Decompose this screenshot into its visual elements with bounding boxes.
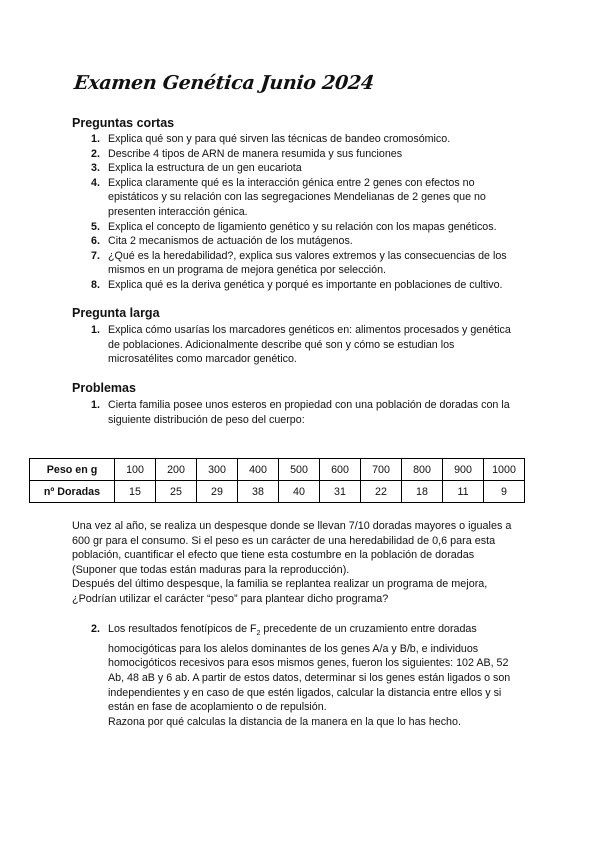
weight-cell: 900 [443, 459, 484, 481]
weight-cell: 500 [279, 459, 320, 481]
short-question-item [91, 220, 538, 235]
short-question-item [91, 278, 538, 293]
count-cell: 31 [320, 481, 361, 503]
long-question-item-text: de poblaciones. Adicionalmente describe qué son y cómo se estudian los [108, 338, 455, 351]
problem-2-line-5: independientes y en caso de que estén ligados, calcular la distancia entre ellos y si [108, 686, 502, 699]
short-question-item-text: Explica qué son y para qué sirven las técnicas de bandeo cromosómico. [108, 133, 451, 145]
short-question-item [91, 234, 538, 249]
problem-1-statement-line: población, cuantificar el efecto que tiene esta costumbre en la población de doradas [72, 549, 475, 562]
problem-2 [91, 622, 538, 729]
short-question-item [91, 176, 538, 220]
long-question-heading: Pregunta larga [72, 306, 160, 320]
count-cell: 11 [443, 481, 484, 503]
problem-1-statement-line: (Suponer que todas están maduras para la reproducción). [72, 563, 350, 576]
problem-1-number: 1. [91, 399, 100, 411]
short-question-item [91, 161, 538, 176]
problem-1-statement-line: Una vez al año, se realiza un despesque donde se llevan 7/10 doradas mayores o iguales a [72, 520, 512, 532]
short-question-item-text: epistáticos y su relación con las segregaciones Mendelianas de 2 genes que no [108, 191, 486, 204]
problem-1-line-1: Cierta familia posee unos esteros en propiedad con una población de doradas con la [108, 399, 510, 411]
count-cell: 25 [156, 481, 197, 503]
problem-1-statement-line: 600 gr para el consumo. Si el peso es un carácter de una heredabilidad de 0,6 para esta [72, 534, 496, 547]
problem-2-list [91, 622, 538, 729]
problem-2-subscript: 2 [256, 630, 261, 638]
short-question-item [91, 147, 538, 162]
long-question-item-number: 1. [91, 324, 100, 336]
short-question-item-text: Explica qué es la deriva genética y porqué es importante en poblaciones de cultivo. [108, 278, 503, 291]
problem-1-statement-line: ¿Podrían utilizar el carácter “peso” para plantear dicho programa? [72, 592, 389, 605]
short-question-item-number: 4. [91, 176, 100, 189]
problem-1-line-2: siguiente distribución de peso del cuerpo: [108, 413, 305, 426]
short-question-item-text: Describe 4 tipos de ARN de manera resumida y sus funciones [108, 147, 403, 160]
problem-2-line-4: Ab, 48 aB y 6 ab. A partir de estos datos, determinar si los genes están ligados o son [108, 671, 511, 684]
short-questions-list [91, 132, 538, 293]
short-question-item [91, 132, 538, 147]
count-cell: 40 [279, 481, 320, 503]
count-cell: 38 [238, 481, 279, 503]
problem-1-statement-line: Después del último despesque, la familia se replantea realizar un programa de mejora, [72, 578, 488, 591]
problem-1 [91, 398, 538, 427]
weight-distribution-table [29, 458, 525, 503]
problem-1-list [91, 398, 538, 427]
short-question-item-text: ¿Qué es la heredabilidad?, explica sus valores extremos y las consecuencias de los [108, 249, 507, 262]
problem-1-statement [72, 519, 530, 607]
weight-cell: 100 [115, 459, 156, 481]
long-question-item-text: microsatélites como marcador genético. [108, 353, 297, 366]
short-question-item-text: Explica la estructura de un gen eucariota [108, 162, 302, 175]
problems-heading: Problemas [72, 381, 136, 395]
long-question-list [91, 323, 538, 367]
problem-2-line-2: homocigóticas para los alelos dominantes de los genes A/a y B/b, e individuos [108, 642, 479, 655]
problem-2-last-line: Razona por qué calculas la distancia de la manera en la que lo has hecho. [108, 715, 461, 728]
short-question-item-text: mismos en un programa de mejora genética por selección. [108, 264, 387, 277]
short-question-item-number: 6. [91, 235, 100, 248]
long-question-item [91, 323, 538, 367]
short-question-item-number: 3. [91, 162, 100, 175]
table-row-weights [30, 459, 525, 481]
weights-row-label: Peso en g [30, 459, 115, 481]
long-question-item-text: Explica cómo usarías los marcadores genéticos en: alimentos procesados y genética [108, 324, 511, 336]
count-cell: 29 [197, 481, 238, 503]
short-question-item-text: Cita 2 mecanismos de actuación de los mutágenos. [108, 235, 353, 248]
short-question-item-text: Explica el concepto de ligamiento genético y su relación con los mapas genéticos. [108, 220, 497, 233]
weight-cell: 1000 [484, 459, 525, 481]
weight-cell: 700 [361, 459, 402, 481]
count-cell: 22 [361, 481, 402, 503]
weight-cell: 600 [320, 459, 361, 481]
problem-2-first-b: precedente de un cruzamiento entre doradas [260, 623, 477, 635]
problem-2-line-3: homocigóticos recesivos para esos mismos genes, fueron los siguientes: 102 AB, 52 [108, 657, 509, 670]
counts-row-label: nº Doradas [30, 481, 115, 503]
short-question-item-text: presenten interacción génica. [108, 205, 248, 218]
short-question-item-number: 5. [91, 220, 100, 233]
weight-cell: 800 [402, 459, 443, 481]
short-question-item [91, 249, 538, 278]
short-question-item-text: Explica claramente qué es la interacción génica entre 2 genes con efectos no [108, 176, 475, 189]
short-question-item-number: 7. [91, 249, 100, 262]
count-cell: 15 [115, 481, 156, 503]
weight-cell: 400 [238, 459, 279, 481]
short-question-item-number: 2. [91, 147, 100, 160]
count-cell: 18 [402, 481, 443, 503]
exam-title: Examen Genética Junio 2024 [73, 72, 375, 94]
table-row-counts [30, 481, 525, 503]
weight-cell: 300 [197, 459, 238, 481]
count-cell: 9 [484, 481, 525, 503]
short-question-item-number: 1. [91, 133, 100, 145]
short-question-item-number: 8. [91, 278, 100, 291]
weight-cell: 200 [156, 459, 197, 481]
problem-2-number: 2. [91, 623, 100, 635]
problem-2-first-a: Los resultados fenotípicos de F [108, 623, 257, 635]
problem-2-line-6: están en fase de acoplamiento o de repulsión. [108, 701, 327, 714]
short-questions-heading: Preguntas cortas [72, 116, 175, 130]
